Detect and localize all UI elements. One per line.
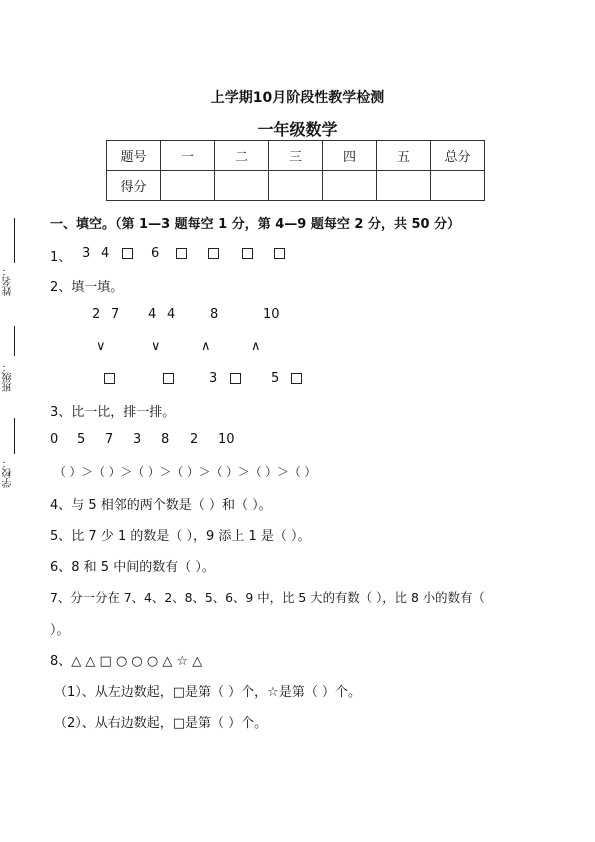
- score-input-cell[interactable]: [323, 171, 377, 201]
- q3-number: 0: [50, 432, 59, 447]
- q2-number: 4: [167, 307, 176, 322]
- school-line[interactable]: [14, 418, 15, 454]
- question-5-text: 5、比 7 少 1 的数是（ ），9 添上 1 是（ ）。: [50, 529, 311, 544]
- answer-box[interactable]: [274, 248, 285, 259]
- question-2-text: 2、填一填。: [50, 280, 124, 295]
- q2-number: 5: [271, 371, 280, 386]
- answer-box[interactable]: [104, 373, 115, 384]
- exam-title: 上学期10月阶段性教学检测: [210, 90, 385, 106]
- score-input-cell[interactable]: [161, 171, 215, 201]
- answer-box[interactable]: [176, 248, 187, 259]
- question-7-text: 7、分一分在 7、4、2、8、5、6、9 中，比 5 大的有数（ ），比 8 小的数有（: [50, 590, 485, 605]
- q3-number: 2: [190, 432, 199, 447]
- q3-number: 8: [161, 432, 170, 447]
- school-label: 学校：: [3, 458, 14, 488]
- q2-number: 7: [111, 307, 120, 322]
- answer-box[interactable]: [242, 248, 253, 259]
- score-cell: 四: [323, 141, 377, 171]
- score-cell: 三: [269, 141, 323, 171]
- name-line[interactable]: [14, 218, 15, 263]
- exam-subject: 一年级数学: [257, 120, 338, 139]
- q2-sign: ∧: [251, 339, 261, 354]
- score-table: [106, 140, 485, 201]
- q2-number: 3: [209, 371, 218, 386]
- question-4-text: 4、与 5 相邻的两个数是（ ）和（ ）。: [50, 498, 272, 513]
- class-label: 班级：: [3, 362, 14, 392]
- q3-number: 7: [105, 432, 114, 447]
- answer-box[interactable]: [291, 373, 302, 384]
- question-3-text: 3、比一比，排一排。: [50, 405, 176, 420]
- question-8-sub-2: （2）、从右边数起，□是第（ ）个。: [54, 716, 268, 731]
- question-7-text-continued: ）。: [50, 623, 70, 638]
- score-input-cell[interactable]: [431, 171, 485, 201]
- score-input-cell[interactable]: [377, 171, 431, 201]
- score-input-cell[interactable]: [269, 171, 323, 201]
- score-cell: 总分: [431, 141, 485, 171]
- question-8-sub-1: （1）、从左边数起，□是第（ ）个，☆是第（ ）个。: [54, 685, 361, 700]
- q3-number: 5: [77, 432, 86, 447]
- score-cell: 二: [215, 141, 269, 171]
- question-8-text: 8、△ △ □ ○ ○ ○ △ ☆ △: [50, 654, 203, 669]
- q1-number: 4: [101, 246, 110, 261]
- score-input-cell[interactable]: [215, 171, 269, 201]
- q2-sign: ∨: [96, 339, 106, 354]
- class-line[interactable]: [14, 326, 15, 356]
- score-table-score-row: [107, 171, 485, 201]
- q1-number: 6: [151, 246, 160, 261]
- question-6-text: 6、8 和 5 中间的数有（ ）。: [50, 560, 215, 575]
- q2-number: 8: [210, 307, 219, 322]
- q2-sign: ∧: [201, 339, 211, 354]
- section-heading: 一、填空。（第 1—3 题每空 1 分，第 4—9 题每空 2 分，共 50 分）: [50, 217, 461, 232]
- score-cell: 题号: [107, 141, 161, 171]
- q2-number: 10: [263, 307, 280, 322]
- score-cell: 五: [377, 141, 431, 171]
- q3-number: 3: [133, 432, 142, 447]
- answer-box[interactable]: [208, 248, 219, 259]
- answer-box[interactable]: [122, 248, 133, 259]
- q2-sign: ∨: [151, 339, 161, 354]
- q3-order-line[interactable]: （ ）＞（ ）＞（ ）＞（ ）＞（ ）＞（ ）＞（ ）: [54, 465, 317, 479]
- q3-number: 10: [218, 432, 235, 447]
- q2-number: 4: [148, 307, 157, 322]
- q1-number: 3: [82, 246, 91, 261]
- score-table-header-row: [107, 141, 485, 171]
- question-1-number: 1、: [50, 250, 72, 265]
- answer-box[interactable]: [230, 373, 241, 384]
- score-cell: 一: [161, 141, 215, 171]
- q2-number: 2: [92, 307, 101, 322]
- score-cell: 得分: [107, 171, 161, 201]
- answer-box[interactable]: [163, 373, 174, 384]
- name-label: 姓名：: [3, 266, 14, 296]
